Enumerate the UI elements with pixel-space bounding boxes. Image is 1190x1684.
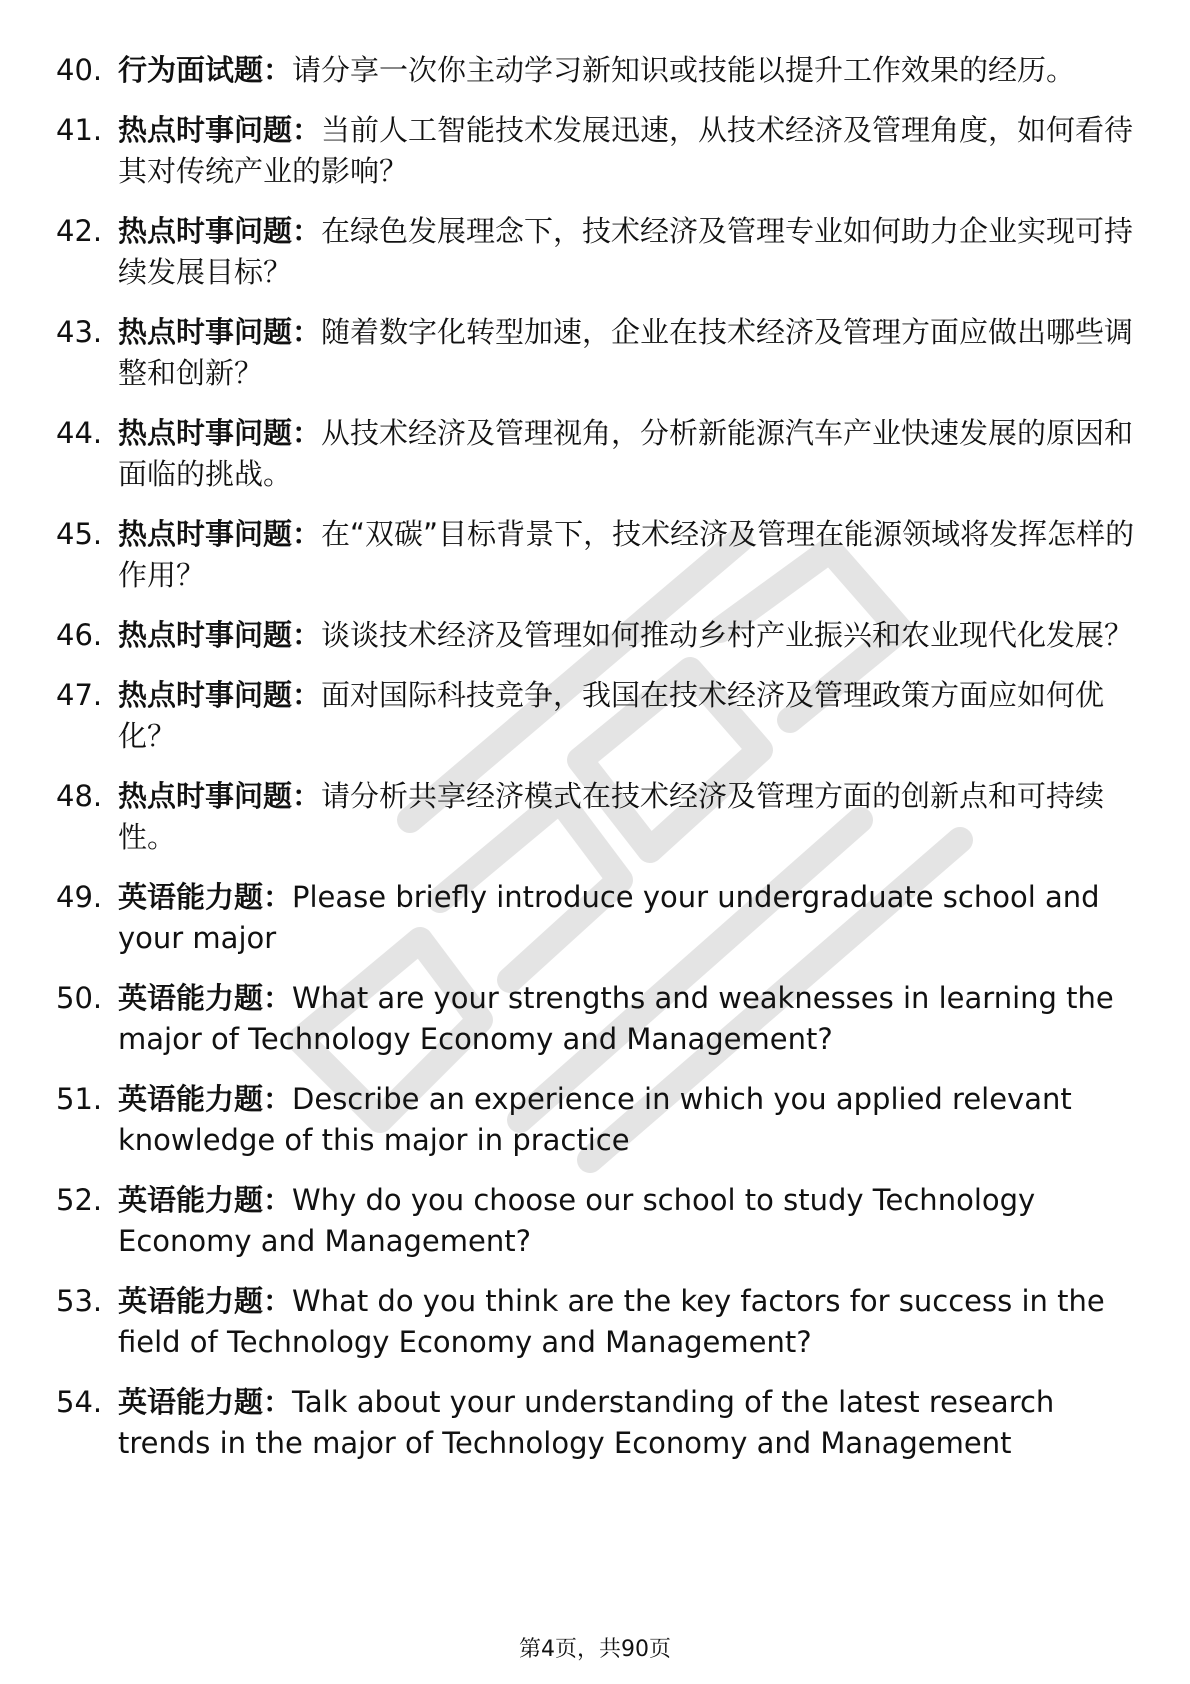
- question-category: 热点时事问题：: [118, 678, 322, 712]
- question-category: 热点时事问题：: [118, 315, 322, 349]
- question-list: [56, 50, 1136, 1483]
- list-item: [56, 1382, 1136, 1464]
- question-text: Describe an experience in which you applied relevant knowledge of this major in practice: [118, 1082, 1072, 1157]
- question-body: [118, 1382, 1136, 1464]
- question-body: [118, 413, 1136, 495]
- question-category: 热点时事问题：: [118, 618, 322, 652]
- list-item: [56, 675, 1136, 757]
- question-category: 英语能力题：: [118, 880, 293, 914]
- question-text: 在“双碳”目标背景下，技术经济及管理在能源领域将发挥怎样的作用？: [118, 517, 1135, 592]
- question-number: 50.: [56, 981, 103, 1015]
- list-item: [56, 110, 1136, 192]
- question-text: 从技术经济及管理视角，分析新能源汽车产业快速发展的原因和面临的挑战。: [118, 416, 1134, 491]
- question-text: 随着数字化转型加速，企业在技术经济及管理方面应做出哪些调整和创新？: [118, 315, 1134, 390]
- question-number: 43.: [56, 315, 103, 349]
- page-footer: 第4页，共90页: [519, 1637, 671, 1662]
- question-number: 42.: [56, 214, 103, 248]
- question-category: 英语能力题：: [118, 1385, 293, 1419]
- question-body: [118, 1281, 1136, 1363]
- question-body: [118, 1180, 1136, 1262]
- question-text: Why do you choose our school to study Technology Economy and Management?: [118, 1183, 1036, 1258]
- question-text: What do you think are the key factors for success in the field of Technology Economy and Management?: [118, 1284, 1105, 1359]
- question-body: [118, 978, 1136, 1060]
- list-item: [56, 514, 1136, 596]
- list-item: [56, 1079, 1136, 1161]
- question-number: 48.: [56, 779, 103, 813]
- question-category: 英语能力题：: [118, 981, 293, 1015]
- question-number: 51.: [56, 1082, 103, 1116]
- question-body: [118, 776, 1136, 858]
- question-category: 英语能力题：: [118, 1183, 293, 1217]
- question-text: Talk about your understanding of the latest research trends in the major of Technology Economy and Management: [118, 1385, 1055, 1460]
- question-category: 热点时事问题：: [118, 779, 322, 813]
- question-text: 在绿色发展理念下，技术经济及管理专业如何助力企业实现可持续发展目标？: [118, 214, 1134, 289]
- list-item: [56, 877, 1136, 959]
- list-item: [56, 776, 1136, 858]
- question-body: [118, 211, 1136, 293]
- list-item: [56, 1281, 1136, 1363]
- question-category: 热点时事问题：: [118, 214, 322, 248]
- question-text: 当前人工智能技术发展迅速，从技术经济及管理角度，如何看待其对传统产业的影响？: [118, 113, 1134, 188]
- question-body: [118, 675, 1136, 757]
- question-text: 谈谈技术经济及管理如何推动乡村产业振兴和农业现代化发展？: [321, 618, 1134, 652]
- question-number: 49.: [56, 880, 103, 914]
- question-number: 47.: [56, 678, 103, 712]
- list-item: [56, 312, 1136, 394]
- list-item: [56, 211, 1136, 293]
- question-body: [118, 50, 1136, 91]
- question-number: 41.: [56, 113, 103, 147]
- list-item: [56, 1180, 1136, 1262]
- question-number: 54.: [56, 1385, 103, 1419]
- question-text: 请分享一次你主动学习新知识或技能以提升工作效果的经历。: [292, 53, 1076, 87]
- question-body: [118, 514, 1136, 596]
- question-category: 英语能力题：: [118, 1284, 293, 1318]
- question-text: 请分析共享经济模式在技术经济及管理方面的创新点和可持续性。: [118, 779, 1105, 854]
- question-number: 46.: [56, 618, 103, 652]
- question-text: Please briefly introduce your undergraduate school and your major: [118, 880, 1100, 955]
- question-number: 53.: [56, 1284, 103, 1318]
- question-category: 行为面试题：: [118, 53, 293, 87]
- question-category: 热点时事问题：: [118, 113, 322, 147]
- list-item: [56, 978, 1136, 1060]
- question-body: [118, 312, 1136, 394]
- question-category: 英语能力题：: [118, 1082, 293, 1116]
- question-number: 45.: [56, 517, 103, 551]
- question-body: [118, 110, 1136, 192]
- question-category: 热点时事问题：: [118, 416, 322, 450]
- question-text: What are your strengths and weaknesses in learning the major of Technology Economy and Management?: [118, 981, 1114, 1056]
- question-number: 44.: [56, 416, 103, 450]
- question-category: 热点时事问题：: [118, 517, 322, 551]
- question-number: 52.: [56, 1183, 103, 1217]
- list-item: [56, 413, 1136, 495]
- question-text: 面对国际科技竞争，我国在技术经济及管理政策方面应如何优化？: [118, 678, 1105, 753]
- question-body: [118, 877, 1136, 959]
- question-body: [118, 1079, 1136, 1161]
- question-body: [118, 615, 1136, 656]
- list-item: [56, 615, 1136, 656]
- question-number: 40.: [56, 53, 103, 87]
- list-item: [56, 50, 1136, 91]
